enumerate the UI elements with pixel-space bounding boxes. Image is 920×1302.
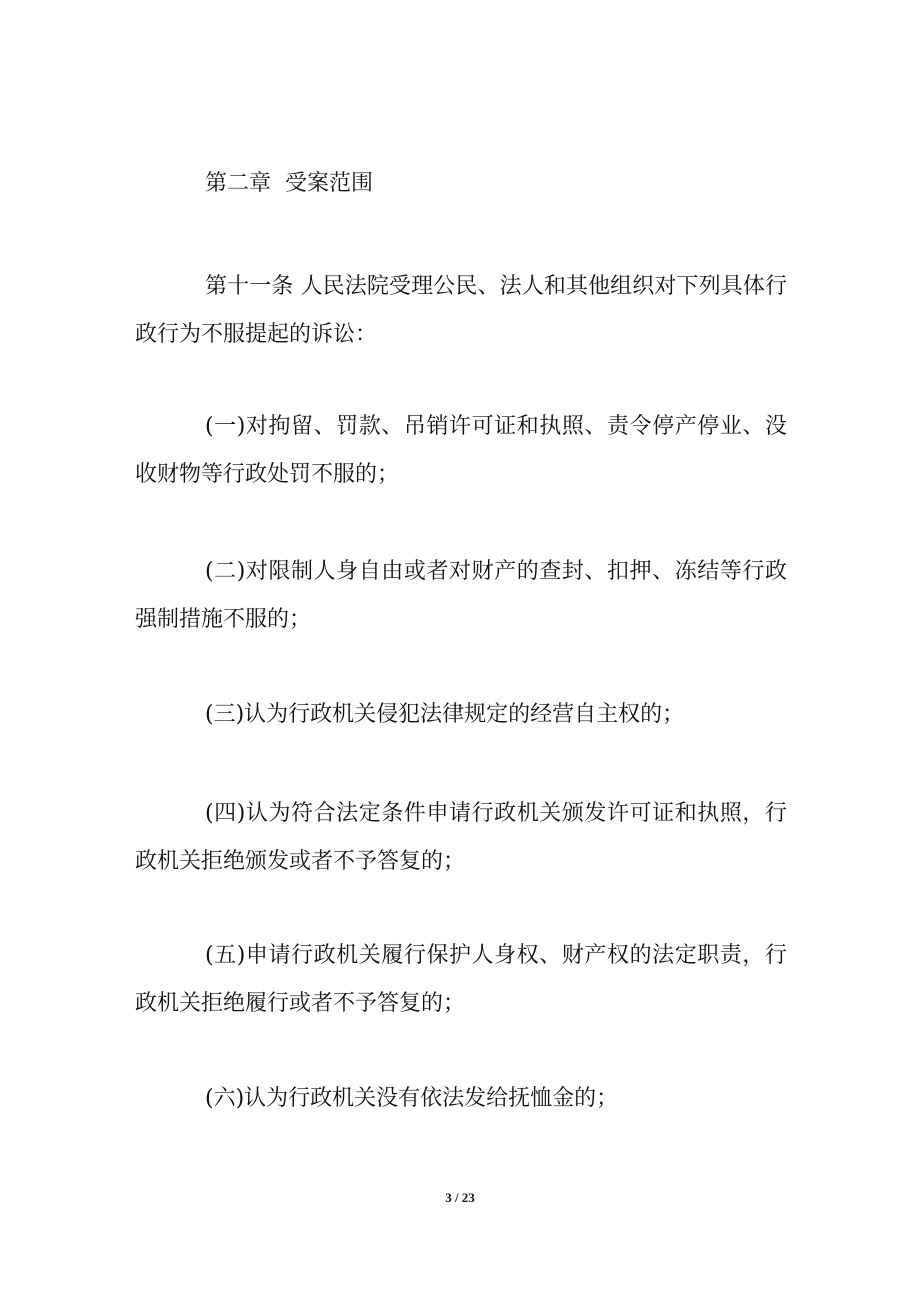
- list-item-3: (三)认为行政机关侵犯法律规定的经营自主权的；: [205, 702, 685, 727]
- list-item-6: (六)认为行政机关没有依法发给抚恤金的；: [205, 1086, 619, 1111]
- list-item-5: (五)申请行政机关履行保护人身权、财产权的法定职责，行政机关拒绝履行或者不予答复的；: [135, 943, 787, 1016]
- list-item-4: (四)认为符合法定条件申请行政机关颁发许可证和执照，行政机关拒绝颁发或者不予答复的；: [135, 801, 787, 874]
- article-paragraph: 第十一条 人民法院受理公民、法人和其他组织对下列具体行政行为不服提起的诉讼：: [135, 274, 787, 347]
- chapter-heading: 第二章 受案范围: [205, 171, 373, 196]
- page-number: 3 / 23: [445, 1190, 475, 1205]
- list-item-1: (一)对拘留、罚款、吊销许可证和执照、责令停产停业、没收财物等行政处罚不服的；: [135, 414, 787, 487]
- list-item-2: (二)对限制人身自由或者对财产的查封、扣押、冻结等行政强制措施不服的；: [135, 559, 787, 632]
